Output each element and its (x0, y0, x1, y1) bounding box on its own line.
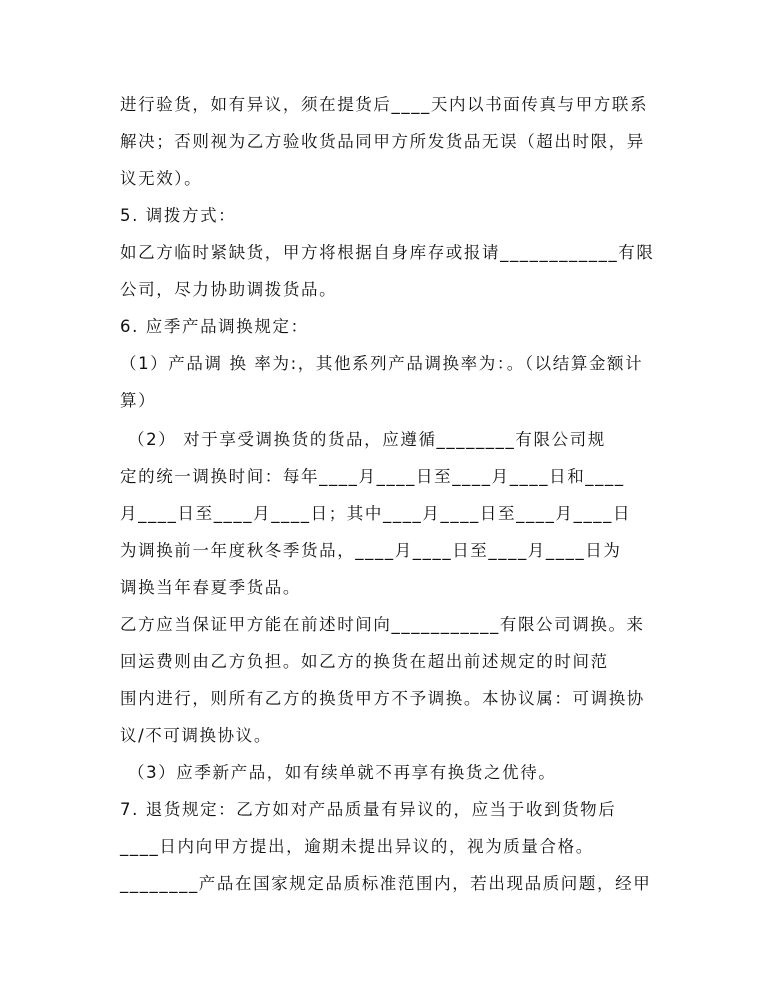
text-line: 调换当年春夏季货品。 (120, 578, 301, 597)
text-line: 为调换前一年度秋冬季货品，____月____日至____月____日为 (120, 541, 622, 560)
text-line: 如乙方临时紧缺货，甲方将根据自身库存或报请____________有限 (120, 243, 655, 262)
text-line: 定的统一调换时间：每年____月____日至____月____日和____ (120, 467, 625, 486)
text-line: ____日内向甲方提出，逾期未提出异议的，视为质量合格。 (120, 837, 594, 856)
text-line: 月____日至____月____日；其中____月____日至____月____日 (120, 504, 632, 523)
text-line: （3）应季新产品，如有续单就不再享有换货之优待。 (128, 763, 557, 782)
text-line: 围内进行，则所有乙方的换货甲方不予调换。本协议属：可调换协 (120, 689, 645, 708)
text-line: 算） (120, 391, 157, 410)
text-line: 乙方应当保证甲方能在前述时间向___________有限公司调换。来 (120, 615, 645, 634)
section-heading: 5. 调拨方式： (120, 206, 237, 225)
text-line: 公司，尽力协助调拨货品。 (120, 280, 338, 299)
text-line: 回运费则由乙方负担。如乙方的换货在超出前述规定的时间范 (120, 652, 609, 671)
text-line: 解决；否则视为乙方验收货品同甲方所发货品无误（超出时限，异 (120, 132, 645, 151)
text-line: 议/不可调换协议。 (120, 726, 272, 745)
text-line: （2） 对于享受调换货的货品，应遵循________有限公司规 (128, 430, 606, 449)
text-line: （1）产品调 换 率为:，其他系列产品调换率为：。（以结算金额计 (120, 354, 644, 373)
section-heading: 7. 退货规定：乙方如对产品质量有异议的，应当于收到货物后 (120, 800, 617, 819)
text-line: 议无效）。 (120, 169, 203, 188)
text-line: ________产品在国家规定品质标准范围内，若出现品质问题，经甲 (120, 874, 652, 893)
text-line: 进行验货，如有异议，须在提货后____天内以书面传真与甲方联系 (120, 95, 649, 114)
section-heading: 6. 应季产品调换规定： (120, 317, 309, 336)
